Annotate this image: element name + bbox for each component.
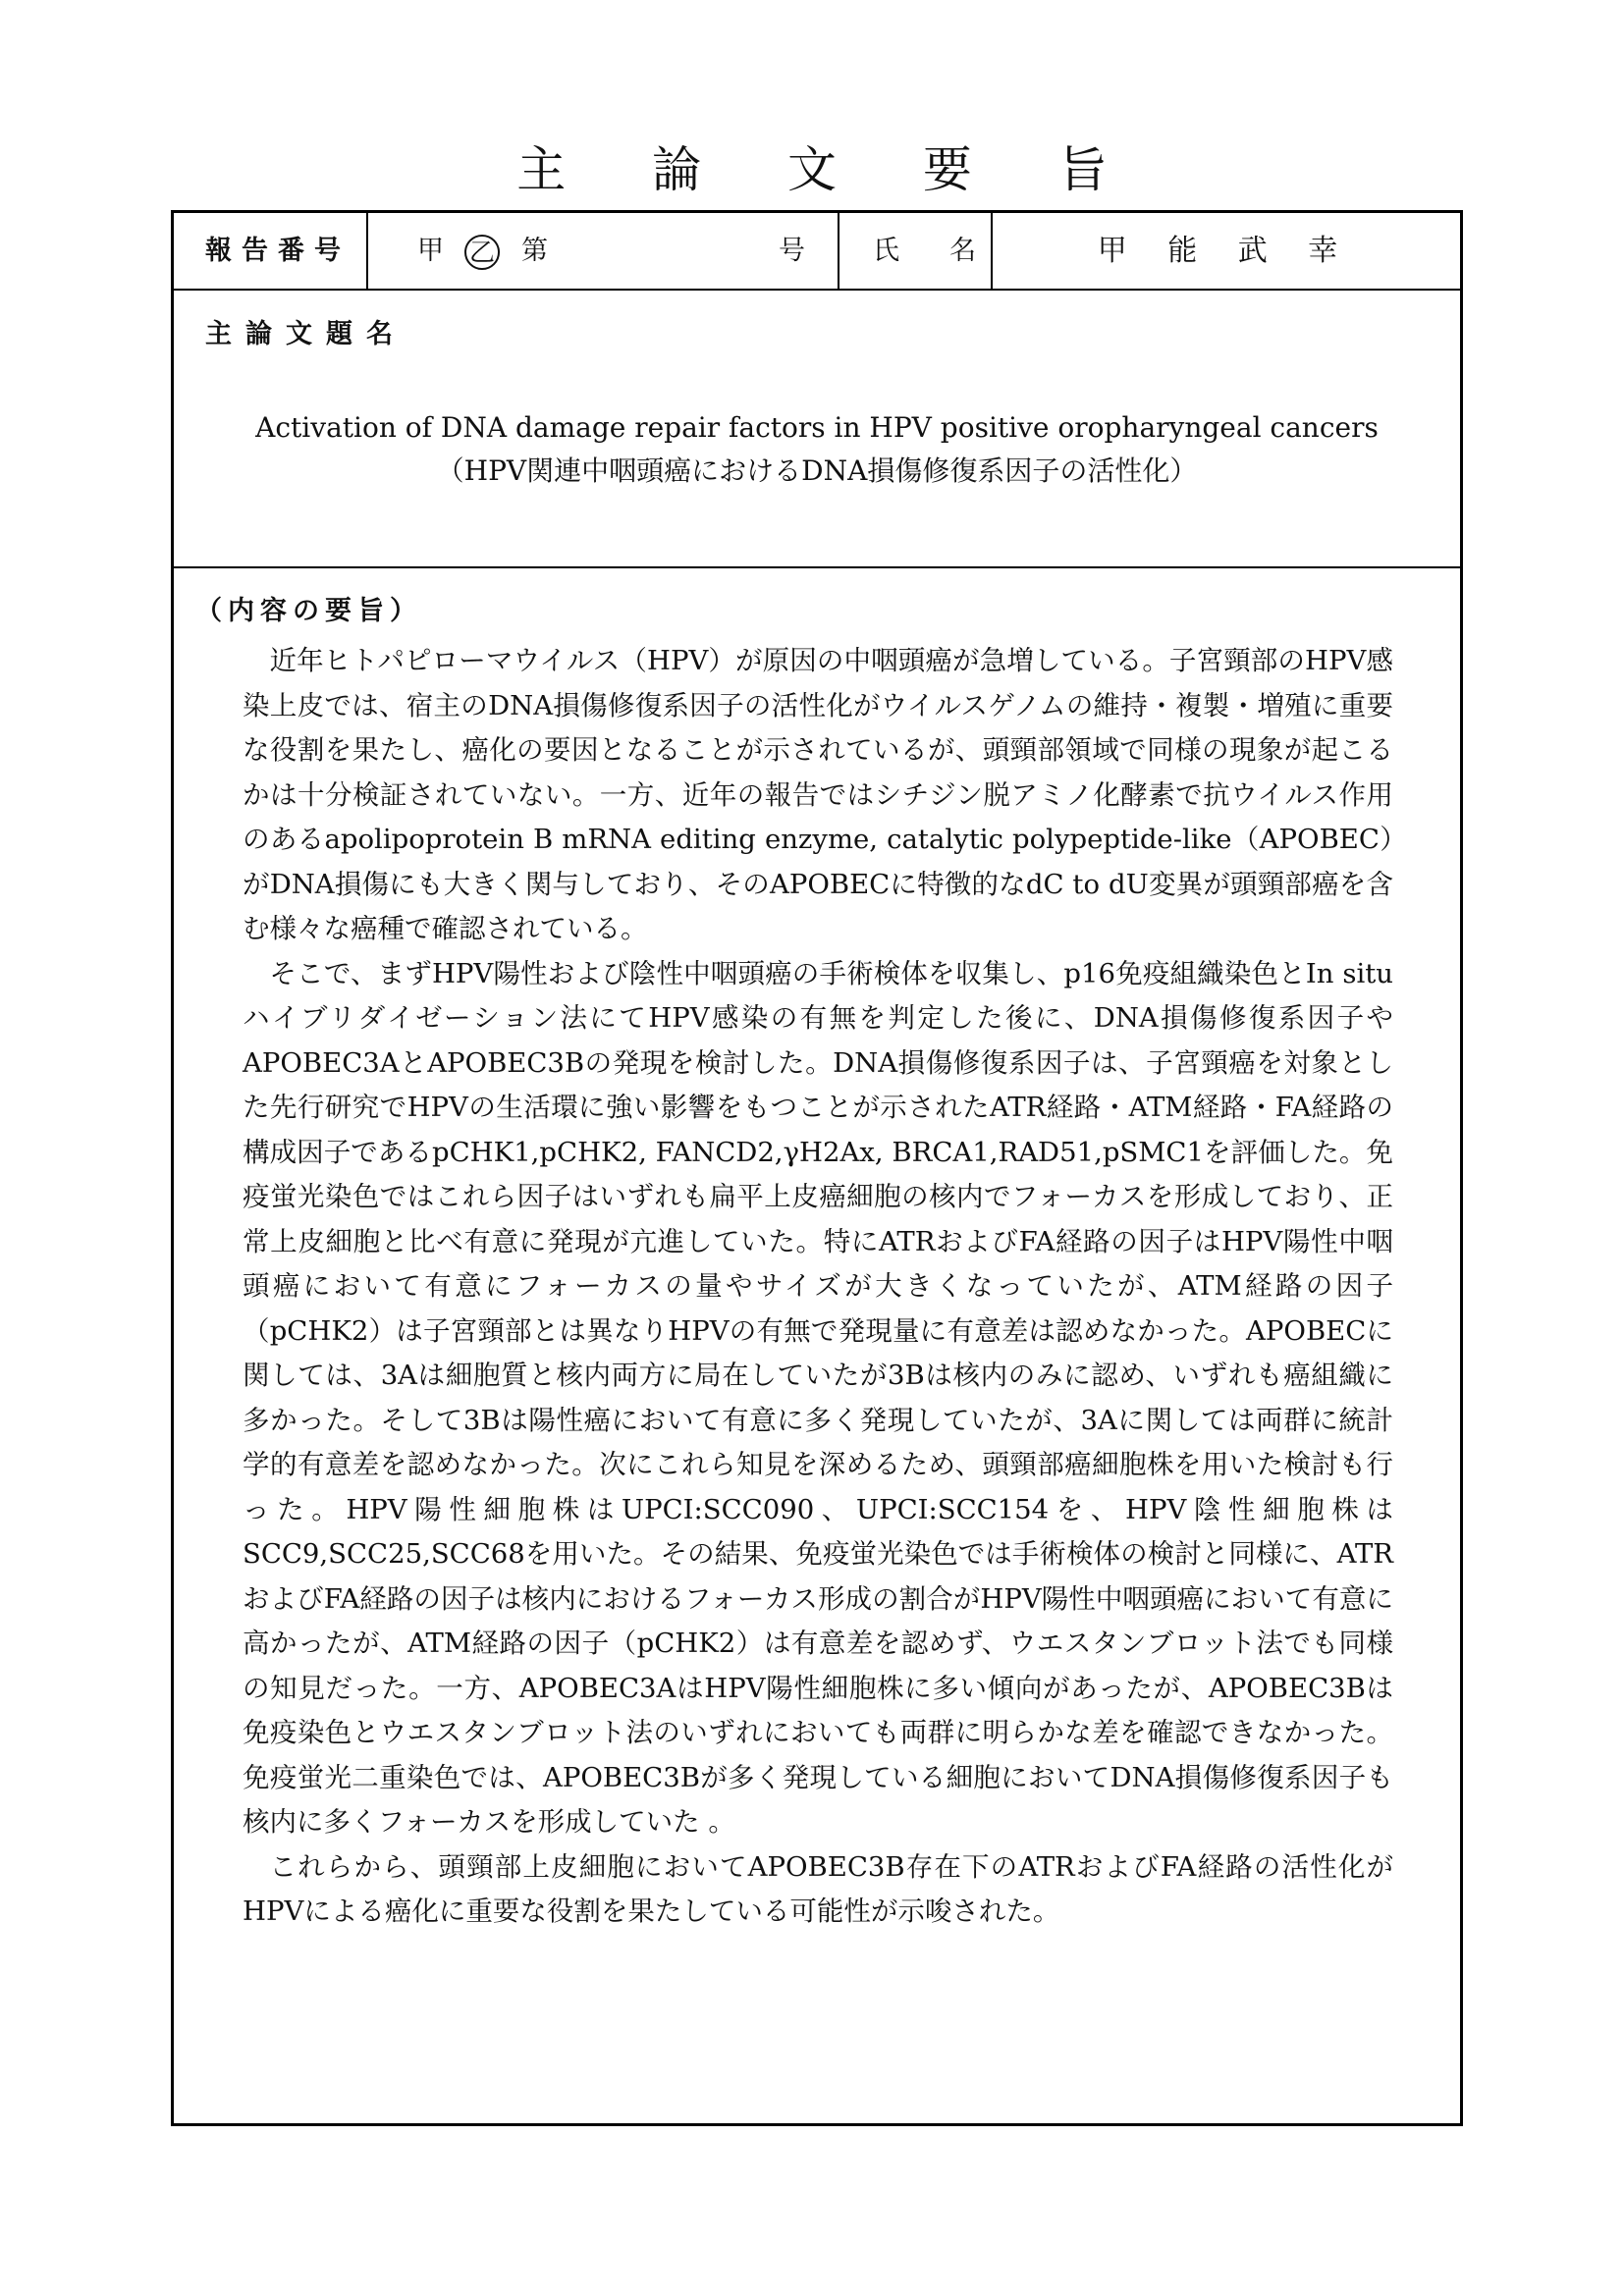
author-name: 甲 能 武 幸	[1097, 234, 1354, 268]
thesis-title-japanese: （HPV関連中咽頭癌におけるDNA損傷修復系因子の活性化）	[436, 454, 1198, 487]
thesis-title-label: 主論文題名	[205, 319, 406, 349]
name-label: 氏 名	[873, 236, 988, 266]
dai-mark: 第	[521, 236, 548, 266]
kou-mark: 甲	[417, 236, 444, 266]
thesis-title-section	[174, 291, 1460, 568]
report-number-label: 報告番号	[205, 236, 351, 266]
document-frame	[171, 210, 1463, 2126]
thesis-title-english: Activation of DNA damage repair factors in HPV positive oropharyngeal cancers	[255, 411, 1379, 444]
abstract-label: （内容の要旨）	[195, 596, 422, 626]
page-title: 主 論 文 要 旨	[516, 141, 1143, 198]
abstract-paragraph: これらから、頭頸部上皮細胞においてAPOBEC3B存在下のATRおよびFA経路の活性化がHPVによる癌化に重要な役割を果たしている可能性が示唆された。	[243, 1850, 1393, 1927]
otsu-circle: 乙	[464, 235, 500, 270]
abstract-body	[243, 639, 1393, 1935]
abstract-paragraph: そこで、まずHPV陽性および陰性中咽頭癌の手術検体を収集し、p16免疫組織染色とIn situ ハイブリダイゼーション法にてHPV感染の有無を判定した後に、DNA損傷修復系因子やAPOBEC3AとAPOBEC3Bの発現を検討した。DNA損傷修復系因子は、子宮頸癌を対象とした先行研究でHPVの生活環に強い影響をもつことが示されたATR経路・ATM経路・FA経路の構成因子であるpCHK1,pCHK2, FANCD2,γH2Ax, BRCA1,RAD51,pSMC1を評価した。免疫蛍光染色ではこれら因子はいずれも扁平上皮癌細胞の核内でフォーカスを形成しており、正常上皮細胞と比べ有意に発現が亢進していた。特にATRおよびFA経路の因子はHPV陽性中咽頭癌において有意にフォーカスの量やサイズが大きくなっていたが、ATM経路の因子（pCHK2）は子宮頸部とは異なりHPVの有無で発現量に有意差は認めなかった。APOBECに関しては、3Aは細胞質と核内両方に局在していたが3Bは核内のみに認め、いずれも癌組織に多かった。そして3Bは陽性癌において有意に多く発現していたが、3Aに関しては両群に統計学的有意差を認めなかった。次にこれら知見を深めるため、頭頸部癌細胞株を用いた検討も行った。HPV陽性細胞株はUPCI:SCC090、UPCI:SCC154を、HPV陰性細胞株はSCC9,SCC25,SCC68を用いた。その結果、免疫蛍光染色では手術検体の検討と同様に、ATRおよびFA経路の因子は核内におけるフォーカス形成の割合がHPV陽性中咽頭癌において有意に高かったが、ATM経路の因子（pCHK2）は有意差を認めず、ウエスタンブロット法でも同様の知見だった。一方、APOBEC3AはHPV陽性細胞株に多い傾向があったが、APOBEC3Bは免疫染色とウエスタンブロット法のいずれにおいても両群に明らかな差を確認できなかった。免疫蛍光二重染色では、APOBEC3Bが多く発現している細胞においてDNA損傷修復系因子も核内に多くフォーカスを形成していた 。	[243, 957, 1394, 1838]
otsu-circled-mark	[464, 213, 500, 289]
gou-mark: 号	[779, 236, 805, 266]
header-row	[174, 213, 1460, 291]
abstract-paragraph: 近年ヒトパピローマウイルス（HPV）が原因の中咽頭癌が急増している。子宮頸部のHPV感染上皮では、宿主のDNA損傷修復系因子の活性化がウイルスゲノムの維持・複製・増殖に重要な役割を果たし、癌化の要因となることが示されているが、頭頸部領域で同様の現象が起こるかは十分検証されていない。一方、近年の報告ではシチジン脱アミノ化酵素で抗ウイルス作用のあるapolipoprotein B mRNA editing enzyme, catalytic polypeptide-like（APOBEC）がDNA損傷にも大きく関与しており、そのAPOBECに特徴的なdC to dU変異が頭頸部癌を含む様々な癌種で確認されている。	[243, 645, 1393, 944]
